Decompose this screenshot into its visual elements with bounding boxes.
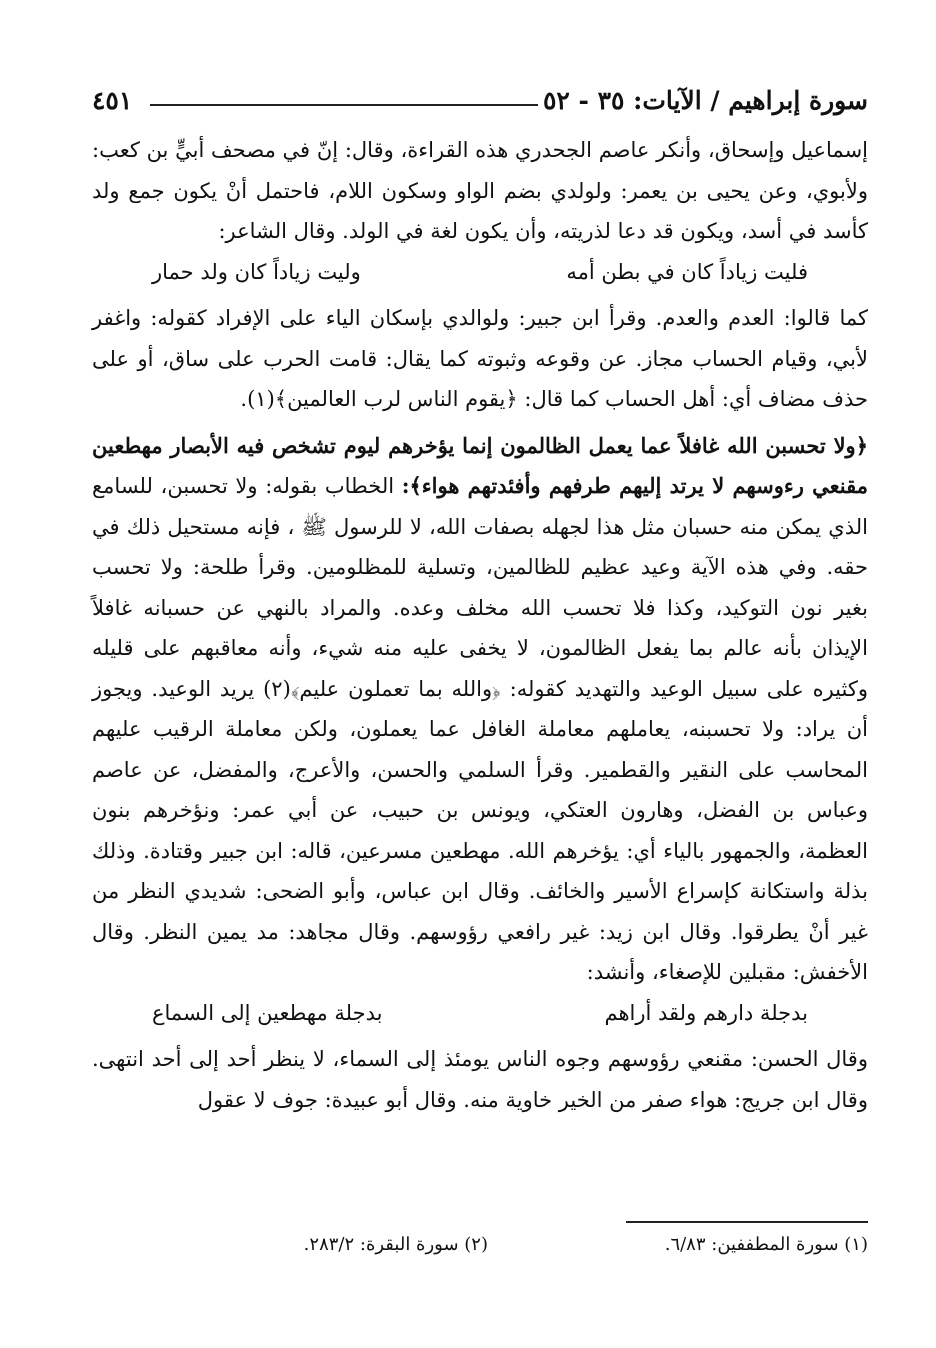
page-header bbox=[92, 80, 868, 124]
verse-2-first-hemistich: بدجلة دارهم ولقد أراهم bbox=[604, 1000, 808, 1025]
paragraph-4: وقال الحسن: مقنعي رؤوسهم وجوه الناس يومئذ إلى السماء، لا ينظر أحد إلى أحد انتهى. وقال ابن جريج: هواء صفر من الخير خاوية منه. وقال أبو عبيدة: جوف لا عقول bbox=[92, 1047, 868, 1112]
footnote-1: (١) سورة المطففين: ٦/٨٣. bbox=[664, 1234, 868, 1255]
verse-1-second-hemistich: وليت زياداً كان ولد حمار bbox=[152, 259, 361, 284]
running-title: سورة إبراهيم / الآيات: ٣٥ - ٥٢ bbox=[542, 86, 868, 115]
paragraph-2: كما قالوا: العدم والعدم. وقرأ ابن جبير: ولوالدي بإسكان الياء على الإفراد كقوله: واغفر لأبي، وقيام الحساب مجاز. عن وقوعه وثبوته كما يقال: قامت الحرب على ساق، أو على حذف مضاف أي: أهل الحساب كما قال: ﴿يقوم الناس لرب العالمين﴾(١). bbox=[92, 306, 868, 411]
footnotes bbox=[92, 1234, 868, 1255]
footnote-rule bbox=[626, 1221, 868, 1223]
paragraph-3 bbox=[92, 426, 868, 993]
header-rule bbox=[150, 104, 538, 106]
verse-2-second-hemistich: بدجلة مهطعين إلى السماع bbox=[152, 1000, 383, 1025]
paragraph-1: إسماعيل وإسحاق، وأنكر عاصم الجحدري هذه القراءة، وقال: إنّ في مصحف أبيٍّ بن كعب: ولأبوي، وعن يحيى بن يعمر: ولولدي بضم الواو وسكون اللام، فاحتمل أنْ يكون جمع ولد كأسد في أسد، ويكون قد دعا لذريته، وأن يكون لغة في الولد. وقال الشاعر: bbox=[92, 138, 868, 243]
page-number: ٤٥١ bbox=[92, 86, 133, 115]
footnote-2: (٢) سورة البقرة: ٢٨٣/٢. bbox=[303, 1234, 488, 1255]
poetry-verse-1 bbox=[92, 252, 868, 293]
paragraph-3-commentary: الخطاب بقوله: ولا تحسبن، للسامع الذي يمكن منه حسبان مثل هذا لجهله بصفات الله، لا للرسول ﷺ ، فإنه مستحيل ذلك في حقه. وفي هذه الآية وعيد عظيم للظالمين، وتسلية للمظلومين. وقرأ طلحة: ولا تحسب بغير نون التوكيد، وكذا فلا تحسب الله مخلف وعده. والمراد بالنهي عن حسبانه غافلاً الإيذان بأنه عالم بما يفعل الظالمون، لا يخفى عليه منه شيء، وأنه معاقبهم على قليله وكثيره على سبيل الوعيد والتهديد كقوله: ﴿والله بما تعملون عليم﴾(٢) يريد الوعيد. ويجوز أن يراد: ولا تحسبنه، يعاملهم معاملة الغافل عما يعملون، ولكن معاملة الرقيب عليهم المحاسب على النقير والقطمير. وقرأ السلمي والحسن، والأعرج، والمفضل، عن عاصم وعباس بن الفضل، وهارون العتكي، ويونس بن حبيب، عن أبي عمر: ونؤخرهم بنون العظمة، والجمهور بالياء أي: يؤخرهم الله. مهطعين مسرعين، قاله: ابن جبير وقتادة. وذلك بذلة واستكانة كإسراع الأسير والخائف. وقال ابن عباس، وأبو الضحى: شديدي النظر من غير أنْ يطرقوا. وقال ابن زيد: غير رافعي رؤوسهم. وقال مجاهد: مد يمين النظر. وقال الأخفش: مقبلين للإصغاء، وأنشد: bbox=[92, 474, 868, 984]
verse-1-first-hemistich: فليت زياداً كان في بطن أمه bbox=[566, 259, 808, 284]
poetry-verse-2 bbox=[92, 993, 868, 1034]
quran-verse-quote: ﴿ولا تحسبن الله غافلاً عما يعمل الظالمون إنما يؤخرهم ليوم تشخص فيه الأبصار مهطعين مقنعي رءوسهم لا يرتد إليهم طرفهم وأفئدتهم هواء﴾: bbox=[92, 432, 868, 498]
main-text bbox=[92, 130, 868, 1120]
